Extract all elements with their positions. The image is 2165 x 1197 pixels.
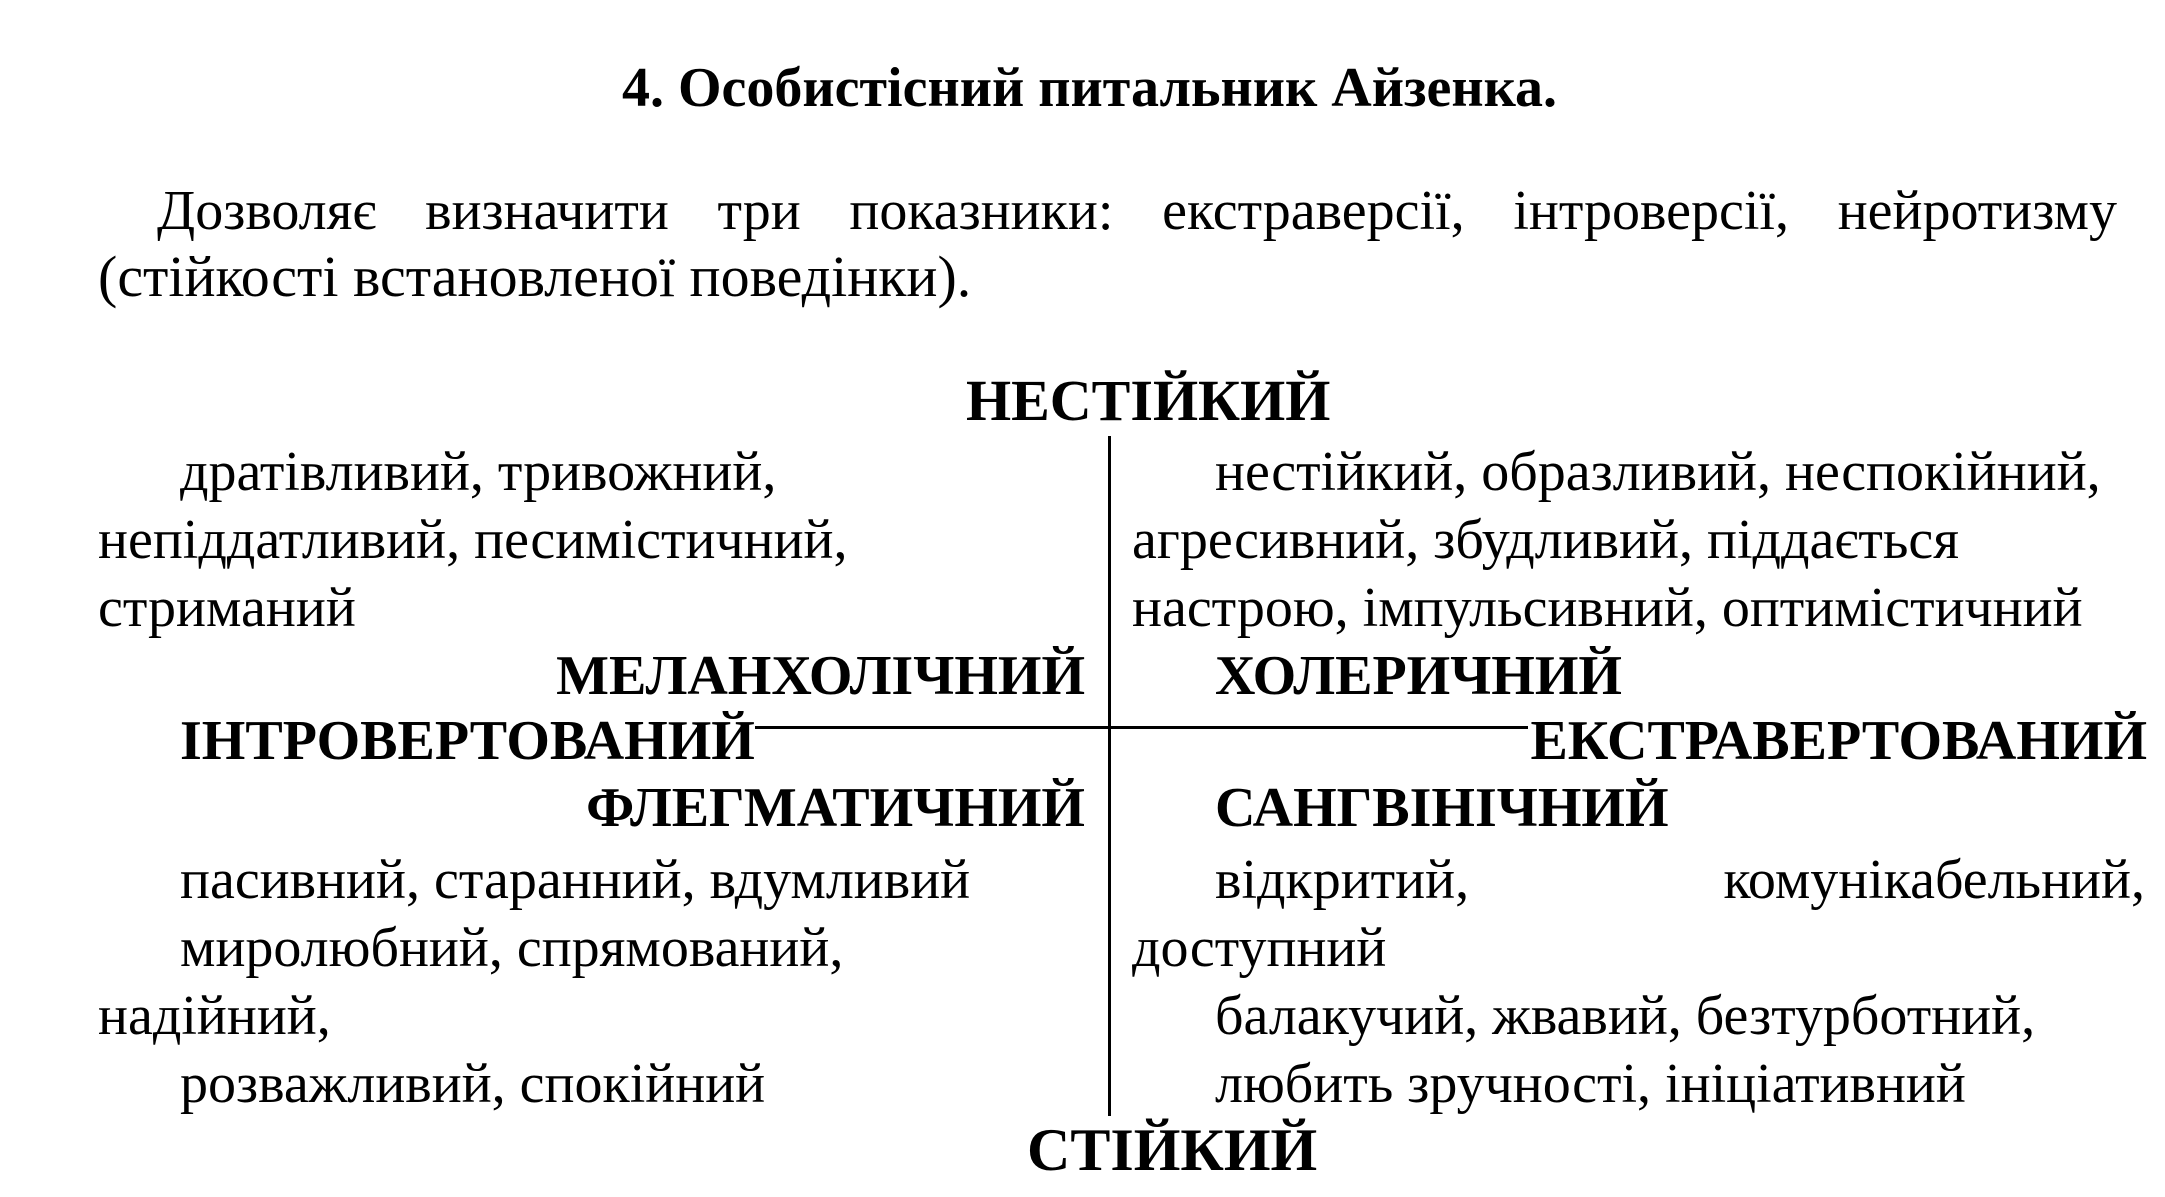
intro-word: визначити — [425, 180, 669, 242]
axis-label-bottom: СТІЙКИЙ — [1027, 1117, 1318, 1183]
intro-word: показники: — [849, 180, 1114, 242]
intro-word: Дозволяє — [157, 180, 377, 242]
choleric-line-3: настрою, імпульсивний, оптимістичний — [1132, 577, 2083, 639]
intro-word: три — [717, 180, 801, 242]
horizontal-axis — [755, 726, 1530, 729]
intro-word: інтроверсії, — [1513, 180, 1789, 242]
sanguine-word: відкритий, — [1215, 849, 1470, 911]
intro-line-2: (стійкості встановленої поведінки). — [98, 244, 972, 309]
intro-line-1 — [157, 180, 2117, 242]
phlegmatic-line-4: розважливий, спокійний — [180, 1053, 766, 1115]
choleric-title: ХОЛЕРИЧНИЙ — [1215, 645, 1622, 707]
sanguine-line-4: любить зручності, ініціативний — [1215, 1053, 1966, 1115]
choleric-line-1: нестійкий, образливий, неспокійний, — [1215, 441, 2101, 503]
melancholic-title: МЕЛАНХОЛІЧНИЙ — [556, 645, 1085, 707]
intro-word: нейротизму — [1837, 180, 2117, 242]
melancholic-line-3: стриманий — [98, 577, 356, 639]
intro-word: екстраверсії, — [1162, 180, 1465, 242]
sanguine-line-2: доступний — [1132, 917, 1387, 979]
sanguine-line-1 — [1215, 849, 2145, 911]
axis-label-right: ЕКСТРАВЕРТОВАНИЙ — [1530, 710, 2147, 772]
melancholic-line-2: непіддатливий, песимістичний, — [98, 509, 848, 571]
phlegmatic-line-2: миролюбний, спрямований, — [180, 917, 844, 979]
sanguine-title: САНГВІНІЧНИЙ — [1215, 777, 1669, 839]
phlegmatic-line-1: пасивний, старанний, вдумливий — [180, 849, 971, 911]
choleric-line-2: агресивний, збудливий, піддається — [1132, 509, 1960, 571]
vertical-axis — [1108, 436, 1111, 1116]
sanguine-word: комунікабельний, — [1723, 849, 2145, 911]
phlegmatic-title: ФЛЕГМАТИЧНИЙ — [586, 777, 1085, 839]
melancholic-line-1: дратівливий, тривожний, — [180, 441, 777, 503]
axis-label-left: ІНТРОВЕРТОВАНИЙ — [180, 710, 755, 772]
axis-label-top: НЕСТІЙКИЙ — [966, 368, 1331, 433]
sanguine-line-3: балакучий, жвавий, безтурботний, — [1215, 985, 2036, 1047]
page-title: 4. Особистісний питальник Айзенка. — [622, 57, 1558, 119]
phlegmatic-line-3: надійний, — [98, 985, 331, 1047]
